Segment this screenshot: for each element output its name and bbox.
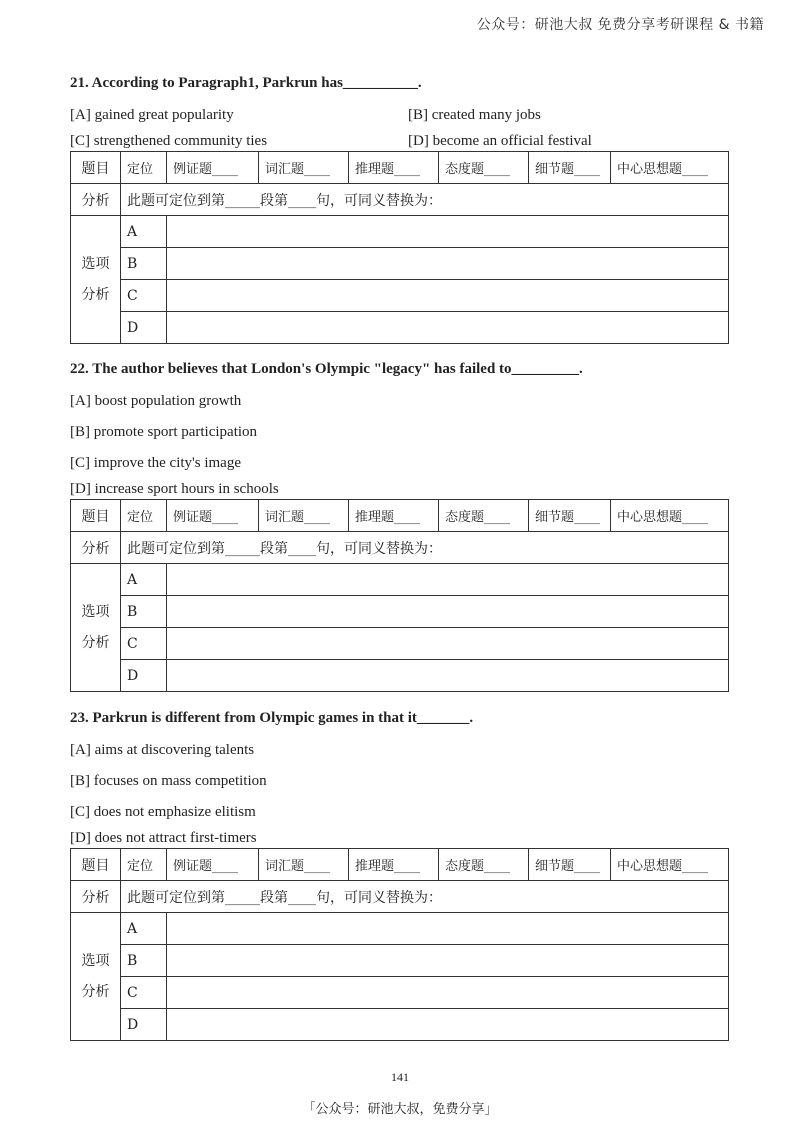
option-analysis-d[interactable] xyxy=(167,312,729,344)
option-letter-c: C xyxy=(121,280,167,312)
locate-prefix: 此题可定位到第 xyxy=(127,540,225,557)
option-c: [C] strengthened community ties xyxy=(70,133,268,149)
option-letter-a: A xyxy=(121,564,167,596)
locate-mid: 段第 xyxy=(260,192,288,209)
side-label-tigan: 题目 xyxy=(71,849,121,881)
question-21 xyxy=(70,72,730,344)
question-23 xyxy=(70,707,730,1041)
side-options-line2: 分析 xyxy=(81,286,110,303)
side-options-line1: 选项 xyxy=(81,603,110,620)
type-example: 例证题____ xyxy=(167,849,259,881)
option-b: [B] created many jobs xyxy=(408,107,541,123)
type-vocab: 词汇题____ xyxy=(259,849,349,881)
locate-mid: 段第 xyxy=(260,889,288,906)
option-d: [D] does not attract first-timers xyxy=(70,830,257,846)
locate-suffix: 句，可同义替换为： xyxy=(316,540,442,557)
side-options-line2: 分析 xyxy=(81,983,110,1000)
option-letter-d: D xyxy=(121,1009,167,1041)
option-letter-b: B xyxy=(121,945,167,977)
locate-line xyxy=(121,881,729,913)
type-attitude: 态度题____ xyxy=(439,500,529,532)
option-analysis-c[interactable] xyxy=(167,280,729,312)
options-row-cd xyxy=(70,131,730,151)
locate-blank-sentence[interactable]: ____ xyxy=(288,192,316,209)
locate-blank-sentence[interactable]: ____ xyxy=(288,889,316,906)
type-main-idea: 中心思想题____ xyxy=(611,500,729,532)
type-detail: 细节题____ xyxy=(529,849,611,881)
locate-type-label: 定位 xyxy=(121,500,167,532)
locate-blank-sentence[interactable]: ____ xyxy=(288,540,316,557)
analysis-table xyxy=(70,499,729,692)
option-analysis-b[interactable] xyxy=(167,248,729,280)
type-main-idea: 中心思想题____ xyxy=(611,152,729,184)
option-c: [C] does not emphasize elitism xyxy=(70,804,256,820)
footer-watermark: 「公众号：研池大叔，免费分享」 xyxy=(302,1102,498,1117)
type-example: 例证题____ xyxy=(167,152,259,184)
option-analysis-a[interactable] xyxy=(167,564,729,596)
option-letter-b: B xyxy=(121,596,167,628)
side-label-options xyxy=(71,913,121,1041)
side-label-tigan: 题目 xyxy=(71,152,121,184)
locate-suffix: 句，可同义替换为： xyxy=(316,889,442,906)
type-vocab: 词汇题____ xyxy=(259,152,349,184)
type-inference: 推理题____ xyxy=(349,500,439,532)
locate-line xyxy=(121,532,729,564)
locate-prefix: 此题可定位到第 xyxy=(127,192,225,209)
question-22 xyxy=(70,358,730,692)
option-letter-d: D xyxy=(121,312,167,344)
option-analysis-a[interactable] xyxy=(167,216,729,248)
type-attitude: 态度题____ xyxy=(439,849,529,881)
locate-type-label: 定位 xyxy=(121,849,167,881)
type-attitude: 态度题____ xyxy=(439,152,529,184)
option-letter-a: A xyxy=(121,913,167,945)
analysis-table xyxy=(70,151,729,344)
header-watermark: 公众号：研池大叔 免费分享考研课程 & 书籍 xyxy=(476,17,764,33)
option-c: [C] improve the city's image xyxy=(70,455,241,471)
locate-blank-paragraph[interactable]: _____ xyxy=(225,192,260,209)
option-analysis-d[interactable] xyxy=(167,660,729,692)
question-title: 21. According to Paragraph1, Parkrun has__________. xyxy=(70,75,422,91)
type-inference: 推理题____ xyxy=(349,849,439,881)
locate-blank-paragraph[interactable]: _____ xyxy=(225,540,260,557)
type-main-idea: 中心思想题____ xyxy=(611,849,729,881)
question-title: 22. The author believes that London's Olympic "legacy" has failed to_________. xyxy=(70,361,583,377)
option-analysis-d[interactable] xyxy=(167,1009,729,1041)
option-b: [B] focuses on mass competition xyxy=(70,773,267,789)
side-label-options xyxy=(71,216,121,344)
side-label-tigan: 题目 xyxy=(71,500,121,532)
side-label-fenxi: 分析 xyxy=(71,184,121,216)
option-letter-a: A xyxy=(121,216,167,248)
option-letter-c: C xyxy=(121,628,167,660)
option-analysis-b[interactable] xyxy=(167,945,729,977)
option-analysis-b[interactable] xyxy=(167,596,729,628)
option-a: [A] boost population growth xyxy=(70,393,242,409)
locate-prefix: 此题可定位到第 xyxy=(127,889,225,906)
locate-line xyxy=(121,184,729,216)
type-detail: 细节题____ xyxy=(529,152,611,184)
page-number: 141 xyxy=(391,1070,409,1084)
type-detail: 细节题____ xyxy=(529,500,611,532)
options-row-ab xyxy=(70,100,730,131)
type-vocab: 词汇题____ xyxy=(259,500,349,532)
type-inference: 推理题____ xyxy=(349,152,439,184)
option-letter-b: B xyxy=(121,248,167,280)
locate-type-label: 定位 xyxy=(121,152,167,184)
option-letter-d: D xyxy=(121,660,167,692)
option-d: [D] increase sport hours in schools xyxy=(70,481,279,497)
locate-mid: 段第 xyxy=(260,540,288,557)
question-title: 23. Parkrun is different from Olympic games in that it_______. xyxy=(70,710,474,726)
option-a: [A] gained great popularity xyxy=(70,107,234,123)
option-b: [B] promote sport participation xyxy=(70,424,258,440)
side-options-line1: 选项 xyxy=(81,255,110,272)
type-example: 例证题____ xyxy=(167,500,259,532)
side-label-fenxi: 分析 xyxy=(71,881,121,913)
option-letter-c: C xyxy=(121,977,167,1009)
side-options-line2: 分析 xyxy=(81,634,110,651)
side-options-line1: 选项 xyxy=(81,952,110,969)
option-analysis-a[interactable] xyxy=(167,913,729,945)
side-label-options xyxy=(71,564,121,692)
option-a: [A] aims at discovering talents xyxy=(70,742,255,758)
analysis-table xyxy=(70,848,729,1041)
option-d: [D] become an official festival xyxy=(408,133,592,149)
locate-blank-paragraph[interactable]: _____ xyxy=(225,889,260,906)
locate-suffix: 句，可同义替换为： xyxy=(316,192,442,209)
side-label-fenxi: 分析 xyxy=(71,532,121,564)
option-analysis-c[interactable] xyxy=(167,628,729,660)
option-analysis-c[interactable] xyxy=(167,977,729,1009)
